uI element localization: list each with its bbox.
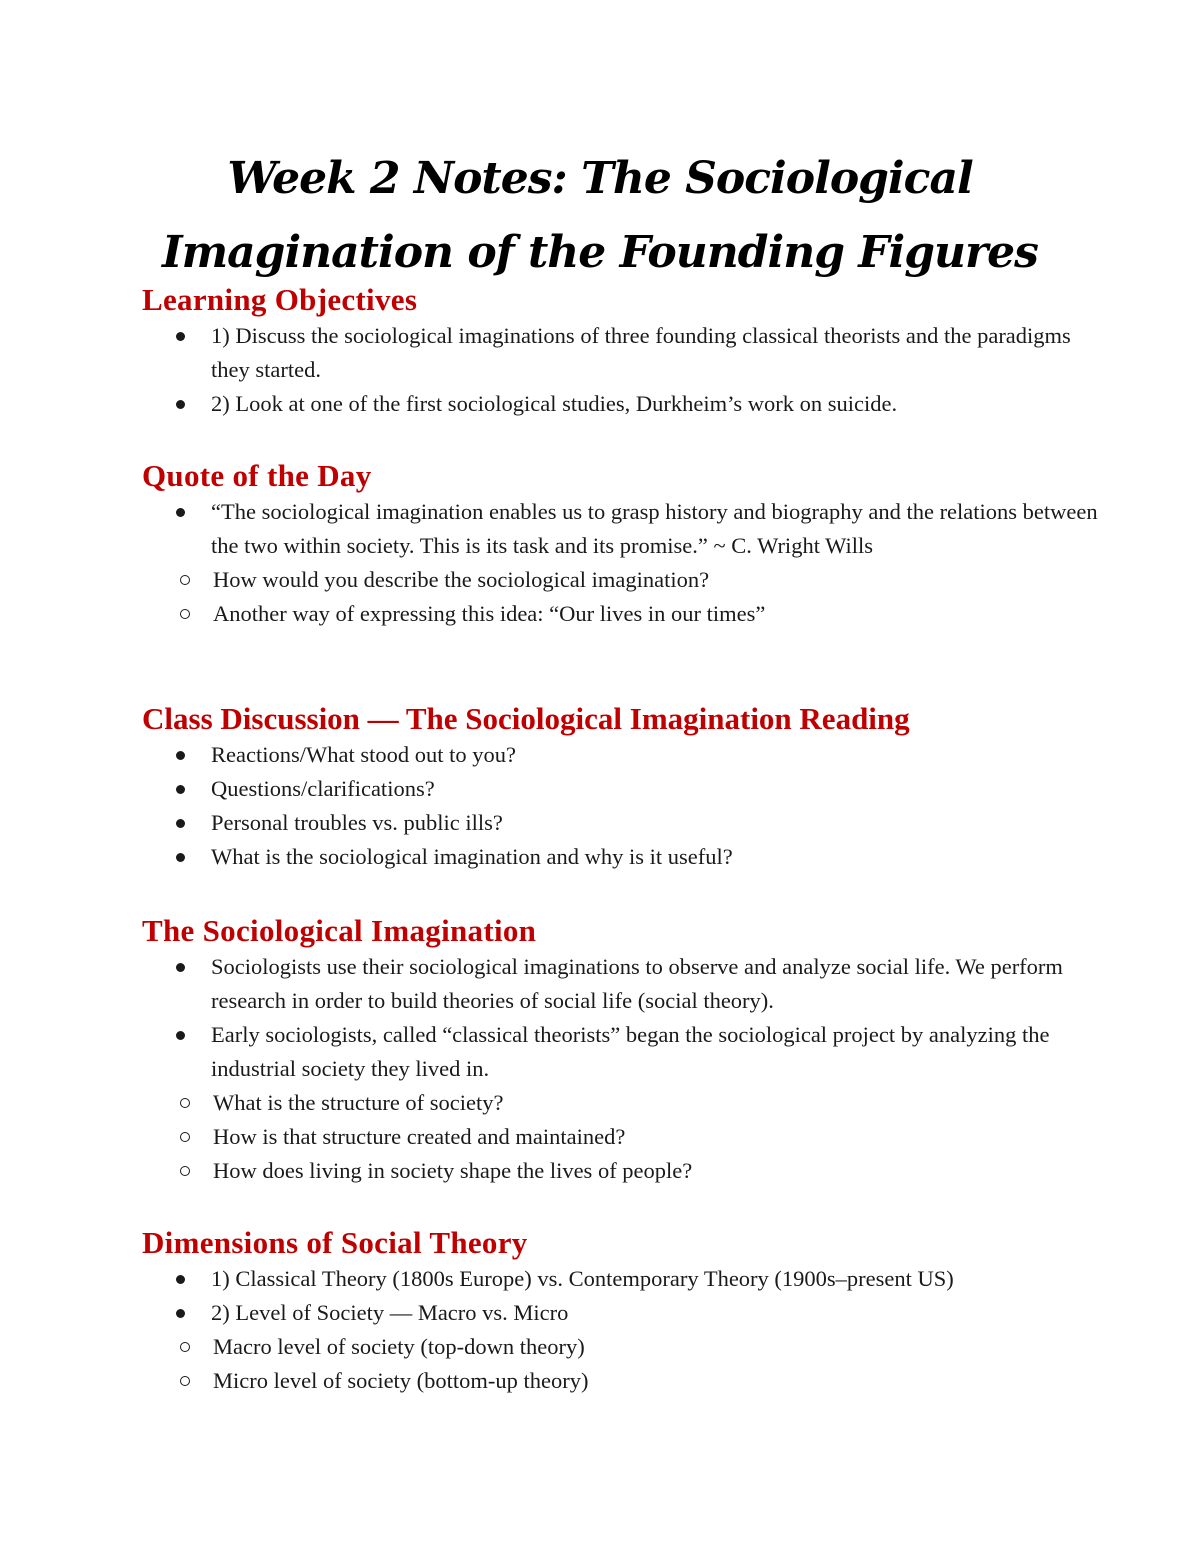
list-item-text: Personal troubles vs. public ills? bbox=[211, 810, 503, 835]
list-item bbox=[142, 1262, 1102, 1296]
list-item-text: Reactions/What stood out to you? bbox=[211, 742, 516, 767]
bullet-list bbox=[142, 738, 1102, 874]
sub-list-item bbox=[142, 1154, 1102, 1188]
filled-bullet-icon bbox=[176, 1275, 185, 1284]
hollow-bullet-icon bbox=[180, 575, 190, 585]
hollow-bullet-icon bbox=[180, 1376, 190, 1386]
hollow-bullet-icon bbox=[180, 1132, 190, 1142]
sub-list-item-text: What is the structure of society? bbox=[213, 1090, 504, 1115]
hollow-bullet-icon bbox=[180, 1342, 190, 1352]
sub-list-item bbox=[142, 563, 1102, 597]
sub-list-item bbox=[142, 1330, 1102, 1364]
list-item-text: Questions/clarifications? bbox=[211, 776, 435, 801]
list-item bbox=[142, 840, 1102, 874]
section-heading: Learning Objectives bbox=[142, 282, 418, 317]
bullet-list bbox=[142, 495, 1102, 563]
sub-list-item-text: Another way of expressing this idea: “Our lives in our times” bbox=[213, 601, 766, 626]
filled-bullet-icon bbox=[176, 400, 185, 409]
sub-list-item-text: How does living in society shape the lives of people? bbox=[213, 1158, 693, 1183]
sub-bullet-list bbox=[142, 1330, 1102, 1398]
document-title bbox=[140, 142, 1060, 290]
sub-list-item bbox=[142, 1086, 1102, 1120]
list-item-text: 1) Discuss the sociological imaginations of three founding classical theorists and the paradigms they started. bbox=[211, 323, 1071, 382]
filled-bullet-icon bbox=[176, 819, 185, 828]
sub-list-item bbox=[142, 597, 1102, 631]
sub-list-item bbox=[142, 1364, 1102, 1398]
list-item bbox=[142, 1296, 1102, 1330]
sub-list-item-text: Micro level of society (bottom-up theory) bbox=[213, 1368, 589, 1393]
list-item-text: What is the sociological imagination and why is it useful? bbox=[211, 844, 733, 869]
filled-bullet-icon bbox=[176, 963, 185, 972]
section-heading: Dimensions of Social Theory bbox=[142, 1225, 528, 1260]
bullet-list bbox=[142, 319, 1102, 421]
sub-list-item-text: Macro level of society (top-down theory) bbox=[213, 1334, 585, 1359]
filled-bullet-icon bbox=[176, 1309, 185, 1318]
hollow-bullet-icon bbox=[180, 1098, 190, 1108]
list-item bbox=[142, 1018, 1102, 1086]
filled-bullet-icon bbox=[176, 751, 185, 760]
list-item bbox=[142, 950, 1102, 1018]
list-item-text: 2) Look at one of the first sociological studies, Durkheim’s work on suicide. bbox=[211, 391, 898, 416]
sub-bullet-list bbox=[142, 563, 1102, 631]
section-learning-objectives bbox=[142, 281, 1102, 421]
list-item-text: “The sociological imagination enables us to grasp history and biography and the relations between the two within society. This is its task and its promise.” ~ C. Wright Wills bbox=[211, 499, 1098, 558]
section-heading: The Sociological Imagination bbox=[142, 913, 537, 948]
bullet-list bbox=[142, 1262, 1102, 1330]
list-item bbox=[142, 772, 1102, 806]
filled-bullet-icon bbox=[176, 853, 185, 862]
list-item bbox=[142, 387, 1102, 421]
section-quote-of-the-day bbox=[142, 457, 1102, 631]
list-item bbox=[142, 495, 1102, 563]
hollow-bullet-icon bbox=[180, 609, 190, 619]
sub-list-item bbox=[142, 1120, 1102, 1154]
sub-list-item-text: How is that structure created and maintained? bbox=[213, 1124, 626, 1149]
list-item bbox=[142, 738, 1102, 772]
section-heading: Quote of the Day bbox=[142, 458, 372, 493]
sub-bullet-list bbox=[142, 1086, 1102, 1188]
list-item-text: Sociologists use their sociological imaginations to observe and analyze social life. We perform research in order to build theories of social life (social theory). bbox=[211, 954, 1063, 1013]
section-class-discussion bbox=[142, 700, 1102, 874]
filled-bullet-icon bbox=[176, 508, 185, 517]
filled-bullet-icon bbox=[176, 785, 185, 794]
bullet-list bbox=[142, 950, 1102, 1086]
sub-list-item-text: How would you describe the sociological imagination? bbox=[213, 567, 710, 592]
filled-bullet-icon bbox=[176, 332, 185, 341]
list-item-text: Early sociologists, called “classical theorists” began the sociological project by analyzing the industrial society they lived in. bbox=[211, 1022, 1050, 1081]
section-dimensions-social-theory bbox=[142, 1224, 1102, 1398]
hollow-bullet-icon bbox=[180, 1166, 190, 1176]
list-item-text: 2) Level of Society — Macro vs. Micro bbox=[211, 1300, 569, 1325]
filled-bullet-icon bbox=[176, 1031, 185, 1040]
section-heading: Class Discussion — The Sociological Imagination Reading bbox=[142, 701, 910, 736]
title-line-1: Week 2 Notes: The Sociological bbox=[227, 153, 973, 204]
list-item bbox=[142, 806, 1102, 840]
section-sociological-imagination bbox=[142, 912, 1102, 1188]
list-item bbox=[142, 319, 1102, 387]
title-line-2: Imagination of the Founding Figures bbox=[162, 227, 1038, 278]
list-item-text: 1) Classical Theory (1800s Europe) vs. Contemporary Theory (1900s–present US) bbox=[211, 1266, 954, 1291]
